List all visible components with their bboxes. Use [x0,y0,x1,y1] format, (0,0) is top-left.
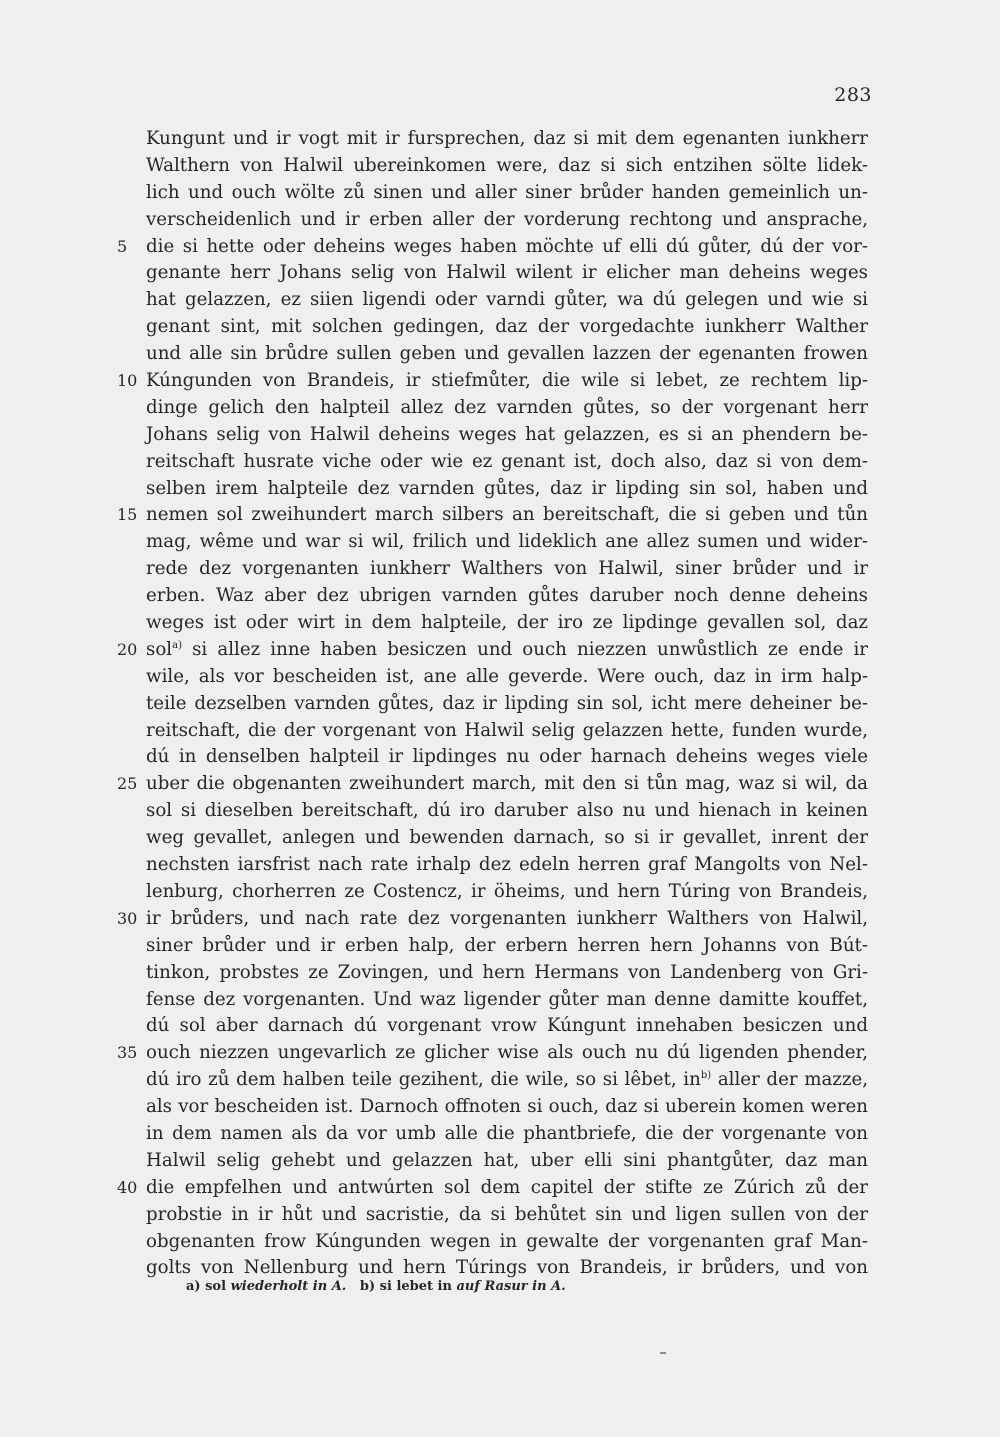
line-text [146,449,868,476]
line-text [146,287,868,314]
line-main-text: genant sint, mit solchen gedingen, daz der vorgedachte iunkherr Walther [146,316,868,338]
line-text [146,180,868,207]
line-main-text: lenburg, chorherren ze Costencz, ir öheims, und hern Túring von Brandeis, [146,880,868,902]
line-text [146,260,868,287]
text-line [117,1175,868,1202]
line-number: 15 [117,505,138,525]
line-text [146,718,868,745]
line-text [146,1175,868,1202]
text-line [146,933,868,960]
text-line [146,1121,868,1148]
text-line [117,368,868,395]
text-line [146,1094,868,1121]
line-text [146,529,868,556]
text-line [146,718,868,745]
text-line [146,798,868,825]
footnote-a-mark: a) [186,1279,201,1294]
line-text [146,422,868,449]
text-line [146,879,868,906]
line-text [146,153,868,180]
line-main-text: sol si dieselben bereitschaft, dú iro daruber also nu und hienach in keinen [146,800,868,822]
text-line [146,422,868,449]
footnote-marker: b) [700,1070,712,1082]
line-number: 10 [117,371,138,391]
line-main-text: die empfelhen und antwúrten sol dem capitel der stifte ze Zúrich zů der [146,1176,868,1198]
line-text [146,126,868,153]
body-text [117,126,868,1282]
line-text [146,207,868,234]
line-main-text: obgenanten frow Kúngunden wegen in gewalte der vorgenanten graf Man- [146,1230,868,1252]
line-text [146,368,868,395]
line-text [146,852,868,879]
line-main-text: lich und ouch wölte zů sinen und aller siner brůder handen gemeinlich un- [146,181,868,203]
line-text [146,664,868,691]
line-text [146,556,868,583]
line-main-text: reitschaft, die der vorgenant von Halwil selig gelazzen hette, funden wurde, [146,719,868,741]
line-main-text: tinkon, probstes ze Zovingen, und hern Hermans von Landenberg von Gri- [146,961,868,983]
line-number: 25 [117,774,138,794]
line-main-text: teile dezselben varnden gůtes, daz ir lipding sin sol, icht mere deheiner be- [146,692,868,714]
text-line [146,180,868,207]
line-text [146,987,868,1014]
line-main-text: golts von Nellenburg und hern Túrings von Brandeis, ir brůders, und von [146,1257,868,1279]
line-text [146,341,868,368]
line-text [146,610,868,637]
line-main-text: Halwil selig gehebt und gelazzen hat, uber elli sini phantgůter, daz man [146,1149,868,1171]
text-line [146,1202,868,1229]
line-main-text: weges ist oder wirt in dem halpteile, der iro ze lipdinge gevallen sol, daz [146,612,868,634]
line-text [146,771,868,798]
line-main-text: dú sol aber darnach dú vorgenant vrow Kúngunt innehaben besiczen und [146,1015,868,1037]
line-text [146,1040,868,1067]
line-number: 40 [117,1177,138,1197]
line-main-text: genante herr Johans selig von Halwil wilent ir elicher man deheins weges [146,262,868,284]
line-main-text: die si hette oder deheins weges haben möchte uf elli dú gůter, dú der vor- [146,235,868,257]
line-text [146,476,868,503]
line-text [146,1202,868,1229]
line-text [146,691,868,718]
line-main-text: weg gevallet, anlegen und bewenden darnach, so si ir gevallet, inrent der [146,827,868,849]
line-text [146,395,868,422]
line-main-text: ir brůders, und nach rate dez vorgenanten iunkherr Walthers von Halwil, [146,907,868,929]
line-text [146,583,868,610]
text-line [117,234,868,261]
line-number: 30 [117,908,138,928]
line-number: 5 [117,236,128,256]
text-line [146,260,868,287]
text-line [146,556,868,583]
line-text [146,1229,868,1256]
line-main-text: sol [146,638,173,660]
text-line [117,1040,868,1067]
text-line [117,502,868,529]
text-line [146,1148,868,1175]
footnote-b-mark: b) [359,1279,376,1294]
line-text [146,1121,868,1148]
line-main-text: dú iro zů dem halben teile gezihent, die wile, so si lêbet, in [146,1069,701,1091]
line-text [146,825,868,852]
text-line [146,314,868,341]
line-main-text: reitschaft husrate viche oder wie ez genant ist, doch also, daz si von dem- [146,450,868,472]
text-line [146,153,868,180]
line-continuation-text: aller der mazze, [711,1069,868,1091]
text-line [146,744,868,771]
line-main-text: mag, wême und war si wil, frilich und lideklich ane allez sumen und wider- [146,531,868,553]
line-main-text: rede dez vorgenanten iunkherr Walthers von Halwil, siner brůder und ir [146,558,868,580]
line-main-text: erben. Waz aber dez ubrigen varnden gůtes daruber noch denne deheins [146,585,868,607]
line-text [146,637,868,664]
text-line [146,207,868,234]
line-number: 35 [117,1043,138,1063]
footnotes [186,1279,566,1294]
line-main-text: uber die obgenanten zweihundert march, mit den si tůn mag, waz si wil, da [146,773,868,795]
text-line [146,583,868,610]
text-line [146,126,868,153]
line-text [146,1148,868,1175]
text-line [117,771,868,798]
text-line [146,610,868,637]
line-main-text: nemen sol zweihundert march silbers an bereitschaft, die si geben und tůn [146,504,868,526]
text-line [146,395,868,422]
line-main-text: dú in denselben halpteil ir lipdinges nu oder harnach deheins weges viele [146,746,868,768]
line-text [146,1094,868,1121]
text-line [146,664,868,691]
line-main-text: dinge gelich den halpteil allez dez varnden gůtes, so der vorgenant herr [146,396,868,418]
line-text [146,1067,868,1094]
line-text [146,314,868,341]
footnote-a-note: wiederholt in A. [230,1279,347,1294]
footnote-a-text: sol [205,1279,227,1294]
line-text [146,933,868,960]
line-main-text: in dem namen als da vor umb alle die phantbriefe, die der vorgenante von [146,1122,868,1144]
line-text [146,906,868,933]
line-text [146,1013,868,1040]
line-text [146,960,868,987]
line-text [146,879,868,906]
line-text [146,234,868,261]
text-line [146,1067,868,1094]
line-main-text: nechsten iarsfrist nach rate irhalp dez edeln herren graf Mangolts von Nel- [146,854,868,876]
line-text [146,744,868,771]
text-line [146,987,868,1014]
text-line [146,529,868,556]
line-main-text: und alle sin brůdre sullen geben und gevallen lazzen der egenanten frowen [146,343,868,365]
line-main-text: ouch niezzen ungevarlich ze glicher wise als ouch nu dú ligenden phender, [146,1042,868,1064]
text-line [146,341,868,368]
footnote-marker: a) [172,639,182,651]
text-line [146,852,868,879]
line-text [146,798,868,825]
line-main-text: Walthern von Halwil ubereinkomen were, daz si sich entzihen sölte lidek- [146,154,868,176]
line-number: 20 [117,639,138,659]
line-main-text: probstie in ir hůt und sacristie, da si behůtet sin und ligen sullen von der [146,1203,868,1225]
line-main-text: selben irem halpteile dez varnden gůtes, daz ir lipding sin sol, haben und [146,477,868,499]
line-main-text: fense dez vorgenanten. Und waz ligender gůter man denne damitte kouffet, [146,988,868,1010]
text-line [117,906,868,933]
text-line [146,825,868,852]
line-main-text: Kúngunden von Brandeis, ir stiefmůter, die wile si lebet, ze rechtem lip- [146,370,868,392]
line-main-text: Johans selig von Halwil deheins weges hat gelazzen, es si an phendern be- [146,423,868,445]
line-text [146,502,868,529]
text-line [146,476,868,503]
text-line [146,449,868,476]
line-main-text: hat gelazzen, ez siien ligendi oder varndi gůter, wa dú gelegen und wie si [146,289,868,311]
print-speck [660,1352,666,1354]
footnote-b-note: auf Rasur in A. [456,1279,566,1294]
line-main-text: wile, als vor bescheiden ist, ane alle geverde. Were ouch, daz in irm halp- [146,665,868,687]
footnote-b-text: si lebet in [379,1279,452,1294]
line-continuation-text: si allez inne haben besiczen und ouch niezzen unwůstlich ze ende ir [181,638,868,660]
line-main-text: als vor bescheiden ist. Darnoch offnoten si ouch, daz si uberein komen weren [146,1096,868,1118]
line-main-text: Kungunt und ir vogt mit ir fursprechen, daz si mit dem egenanten iunkherr [146,128,868,149]
text-line [146,960,868,987]
line-main-text: siner brůder und ir erben halp, der erbern herren hern Johanns von Bút- [146,934,868,956]
text-line [146,691,868,718]
text-line [146,1013,868,1040]
page-number: 283 [834,84,872,106]
text-line [146,287,868,314]
text-line [146,1229,868,1256]
line-main-text: verscheidenlich und ir erben aller der vorderung rechtong und ansprache, [146,208,868,230]
text-line [117,637,868,664]
